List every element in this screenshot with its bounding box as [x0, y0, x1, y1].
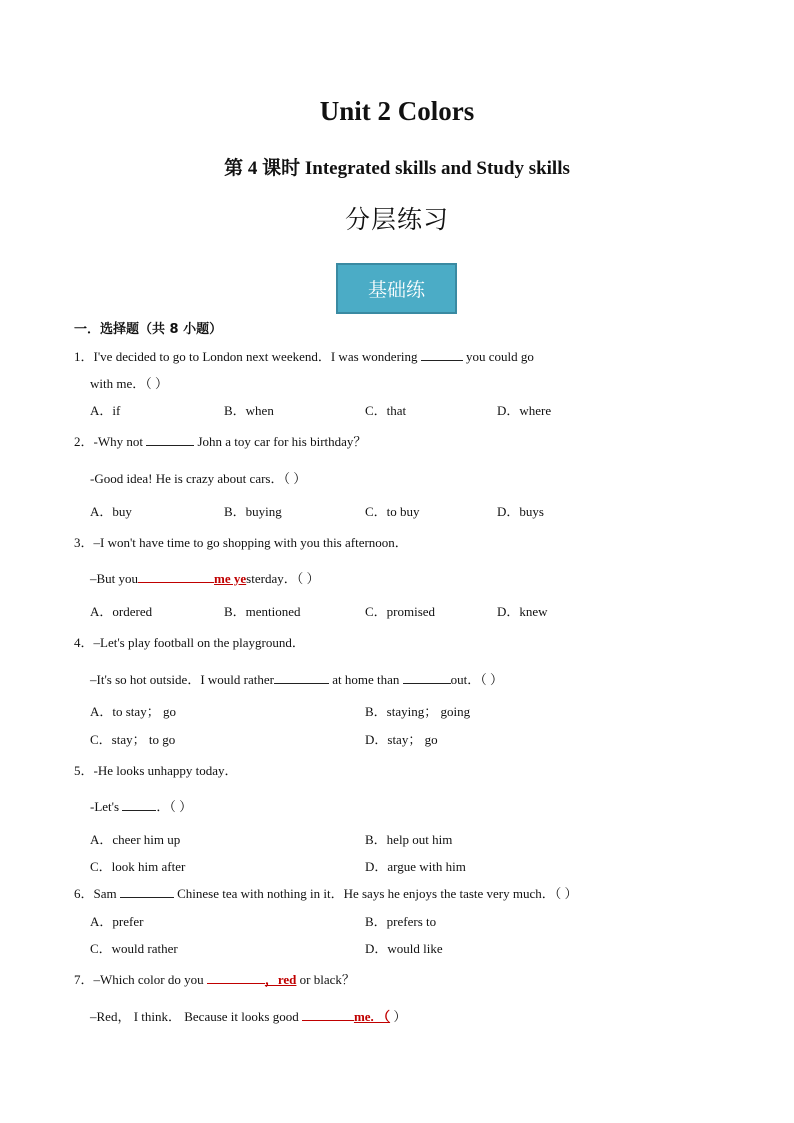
question-2-line-1	[74, 431, 366, 450]
question-5-line-1: 5．-He looks unhappy today．	[74, 763, 238, 778]
q4-text: –It's so hot outside．I would rather	[90, 672, 274, 687]
q5-option-d: D．argue with him	[365, 859, 466, 874]
q2-option-b: B．buying	[224, 504, 282, 519]
q3-option-a: A．ordered	[90, 604, 153, 619]
q7-text-2: –Red， I think． Because it looks good	[90, 1009, 299, 1024]
q3-text-after: sterday．（ ）	[246, 571, 320, 586]
q7-blank-1	[207, 971, 265, 984]
question-2-line-2: -Good idea! He is crazy about cars．（ ）	[90, 471, 307, 486]
q3-red-text: me ye	[214, 571, 247, 586]
q2-option-d: D．buys	[497, 504, 544, 519]
q2-option-a: A．buy	[90, 504, 132, 519]
question-1-line-2: with me．（ ）	[90, 376, 168, 391]
q5-blank	[122, 798, 156, 811]
q3-option-b: B．mentioned	[224, 604, 301, 619]
q7-red-text-2: me. （	[353, 1009, 391, 1024]
page-title: Unit 2 Colors	[319, 96, 475, 126]
q7-text-after: or black？	[299, 972, 355, 987]
q2-text: 2．-Why not	[74, 434, 143, 449]
q4-text-mid: at home than	[332, 672, 400, 687]
tiered-practice-heading: 分层练习	[344, 205, 449, 234]
q5-option-c: C．look him after	[90, 859, 186, 874]
q1-text: 1．I've decided to go to London next weekend．I was wondering	[74, 349, 418, 364]
basic-practice-badge	[336, 263, 457, 314]
q5-text: -Let's	[90, 799, 120, 814]
question-7-line-2	[90, 1006, 406, 1025]
q7-text: 7．–Which color do you	[74, 972, 204, 987]
q4-option-b: B．staying； going	[365, 704, 471, 719]
q4-option-c: C．stay； to go	[90, 732, 176, 747]
q6-option-c: C．would rather	[90, 941, 178, 956]
q1-option-a: A．if	[90, 403, 121, 418]
question-6-line-1	[74, 883, 578, 902]
q5-option-b: B．help out him	[365, 832, 453, 847]
q3-text: –But you	[90, 571, 139, 586]
q2-option-c: C．to buy	[365, 504, 420, 519]
q6-text-after: Chinese tea with nothing in it．He says he enjoys the taste very much．（ ）	[177, 886, 578, 901]
section-title: 一．选择题（共 8 小题）	[74, 322, 223, 337]
q6-text: 6．Sam	[74, 886, 117, 901]
question-3-line-1: 3．–I won't have time to go shopping with you this afternoon．	[74, 535, 408, 550]
lesson-subtitle: 第 4 课时 Integrated skills and Study skills	[224, 158, 570, 179]
q4-blank-1	[274, 671, 329, 684]
question-5-line-2	[90, 796, 192, 815]
q4-option-a: A．to stay； go	[90, 704, 176, 719]
question-3-line-2	[90, 568, 319, 587]
q7-red-text-1: ，red	[264, 972, 297, 987]
q1-option-d: D．where	[497, 403, 552, 418]
q7-blank-2	[302, 1008, 354, 1021]
question-4-line-2	[90, 669, 503, 688]
q3-option-c: C．promised	[365, 604, 436, 619]
q5-option-a: A．cheer him up	[90, 832, 181, 847]
q6-option-a: A．prefer	[90, 914, 144, 929]
q1-option-c: C．that	[365, 403, 407, 418]
q4-blank-2	[403, 671, 451, 684]
q5-text-after: ．（ ）	[156, 799, 193, 814]
q2-blank	[146, 433, 194, 446]
q2-text-after: John a toy car for his birthday？	[197, 434, 367, 449]
q1-text-after: you could go	[466, 349, 534, 364]
question-4-line-1: 4．–Let's play football on the playground．	[74, 635, 305, 650]
question-7-line-1	[74, 969, 355, 988]
question-1-line-1	[74, 346, 534, 365]
q1-blank	[421, 348, 463, 361]
q4-text-after: out．（ ）	[450, 672, 503, 687]
q6-blank	[120, 885, 174, 898]
q6-option-b: B．prefers to	[365, 914, 437, 929]
q3-option-d: D．knew	[497, 604, 548, 619]
badge-label: 基础练	[367, 279, 425, 301]
q7-text-after-2: ）	[390, 1009, 407, 1024]
q1-option-b: B．when	[224, 403, 274, 418]
q3-blank	[138, 570, 214, 583]
q4-option-d: D．stay； go	[365, 732, 438, 747]
q6-option-d: D．would like	[365, 941, 443, 956]
